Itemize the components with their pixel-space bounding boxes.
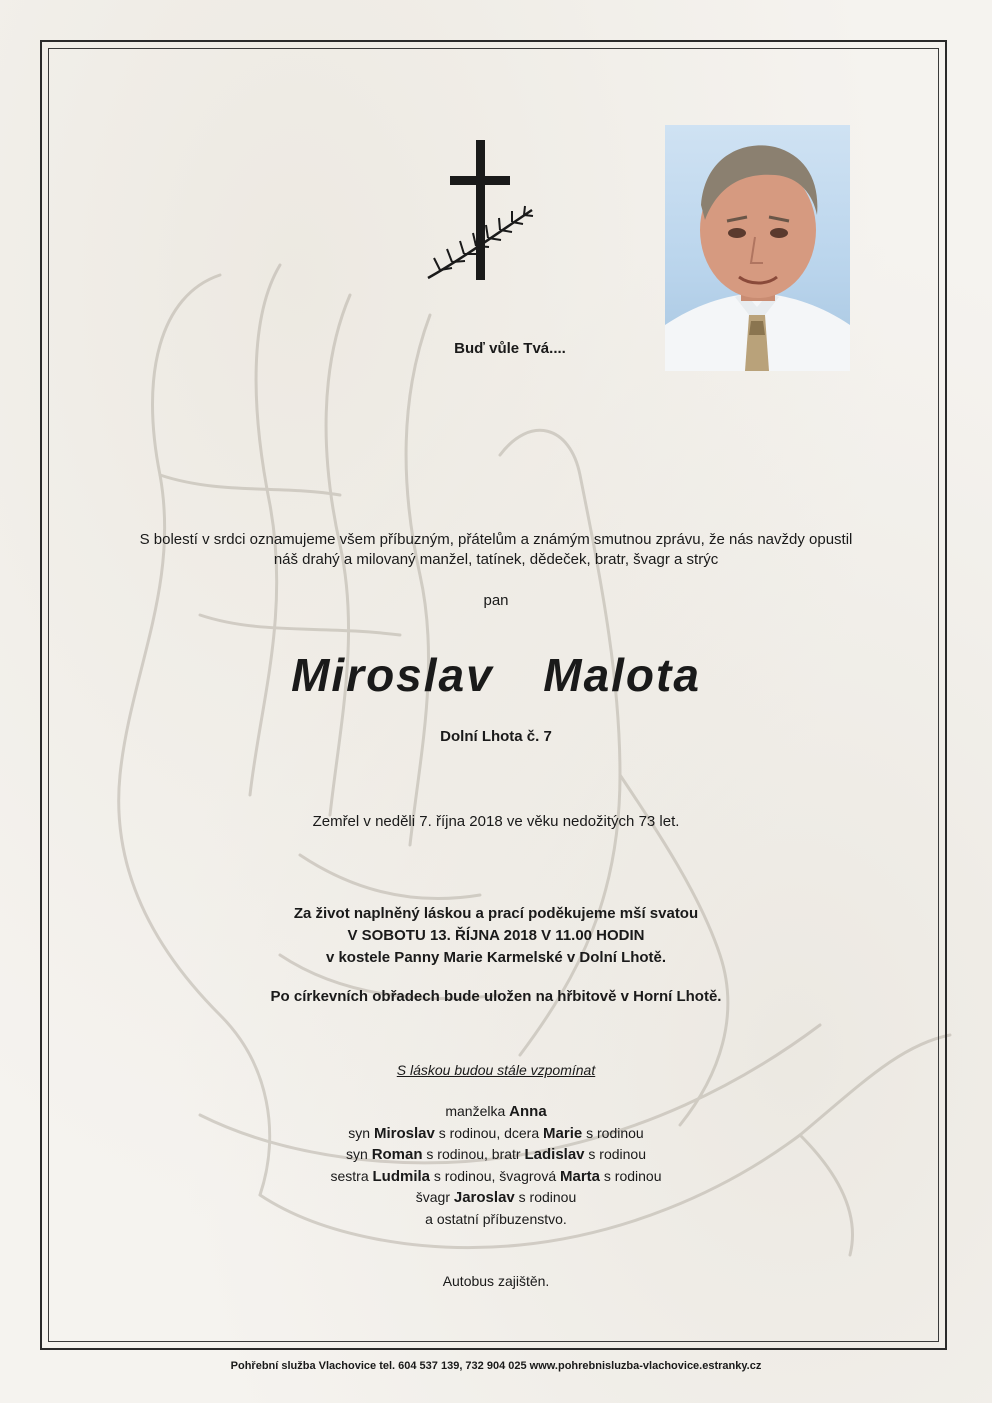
- mourner-row: švagr Jaroslav s rodinou: [415, 1189, 577, 1207]
- funeral-line-1: Za život naplněný láskou a prací poděkujeme mší svatou: [293, 905, 699, 922]
- funeral-service-footer: Pohřební služba Vlachovice tel. 604 537 139, 732 904 025 www.pohrebnisluzba-vlachovice.estranky.cz: [230, 1360, 762, 1372]
- funeral-line-3: v kostele Panny Marie Karmelské v Dolní Lhotě.: [325, 949, 667, 966]
- mourner-row: manželka Anna: [445, 1103, 547, 1120]
- death-notice: Zemřel v neděli 7. října 2018 ve věku nedožitých 73 let.: [312, 813, 680, 830]
- mourner-row: syn Miroslav s rodinou, dcera Marie s rodinou: [348, 1124, 644, 1142]
- bus-note: Autobus zajištěn.: [442, 1273, 550, 1289]
- portrait-photo: [665, 125, 850, 371]
- mourner-row: syn Roman s rodinou, bratr Ladislav s rodinou: [346, 1146, 646, 1164]
- funeral-line-2: V SOBOTU 13. ŘÍJNA 2018 V 11.00 HODIN: [347, 927, 645, 944]
- motto-text: Buď vůle Tvá....: [454, 340, 566, 357]
- honorific: pan: [483, 592, 509, 609]
- deceased-address: Dolní Lhota č. 7: [440, 728, 552, 745]
- intro-line-2: náš drahý a milovaný manžel, tatínek, dědeček, bratr, švagr a strýc: [273, 551, 719, 568]
- announcement-intro: [0, 530, 992, 570]
- mourners-list: [0, 1101, 992, 1231]
- burial-notice: Po církevních obřadech bude uložen na hřbitově v Horní Lhotě.: [270, 988, 722, 1005]
- deceased-name: Miroslav Malota: [291, 649, 701, 701]
- mourner-row: a ostatní příbuzenstvo.: [425, 1210, 567, 1227]
- mourners-heading: S láskou budou stále vzpomínat: [396, 1062, 596, 1078]
- intro-line-1: S bolestí v srdci oznamujeme všem příbuzným, přátelům a známým smutnou zprávu, že nás navždy opustil: [139, 531, 853, 548]
- mourner-row: sestra Ludmila s rodinou, švagrová Marta s rodinou: [330, 1167, 662, 1185]
- funeral-details: [0, 903, 992, 969]
- cross-with-palm-icon: [420, 140, 540, 285]
